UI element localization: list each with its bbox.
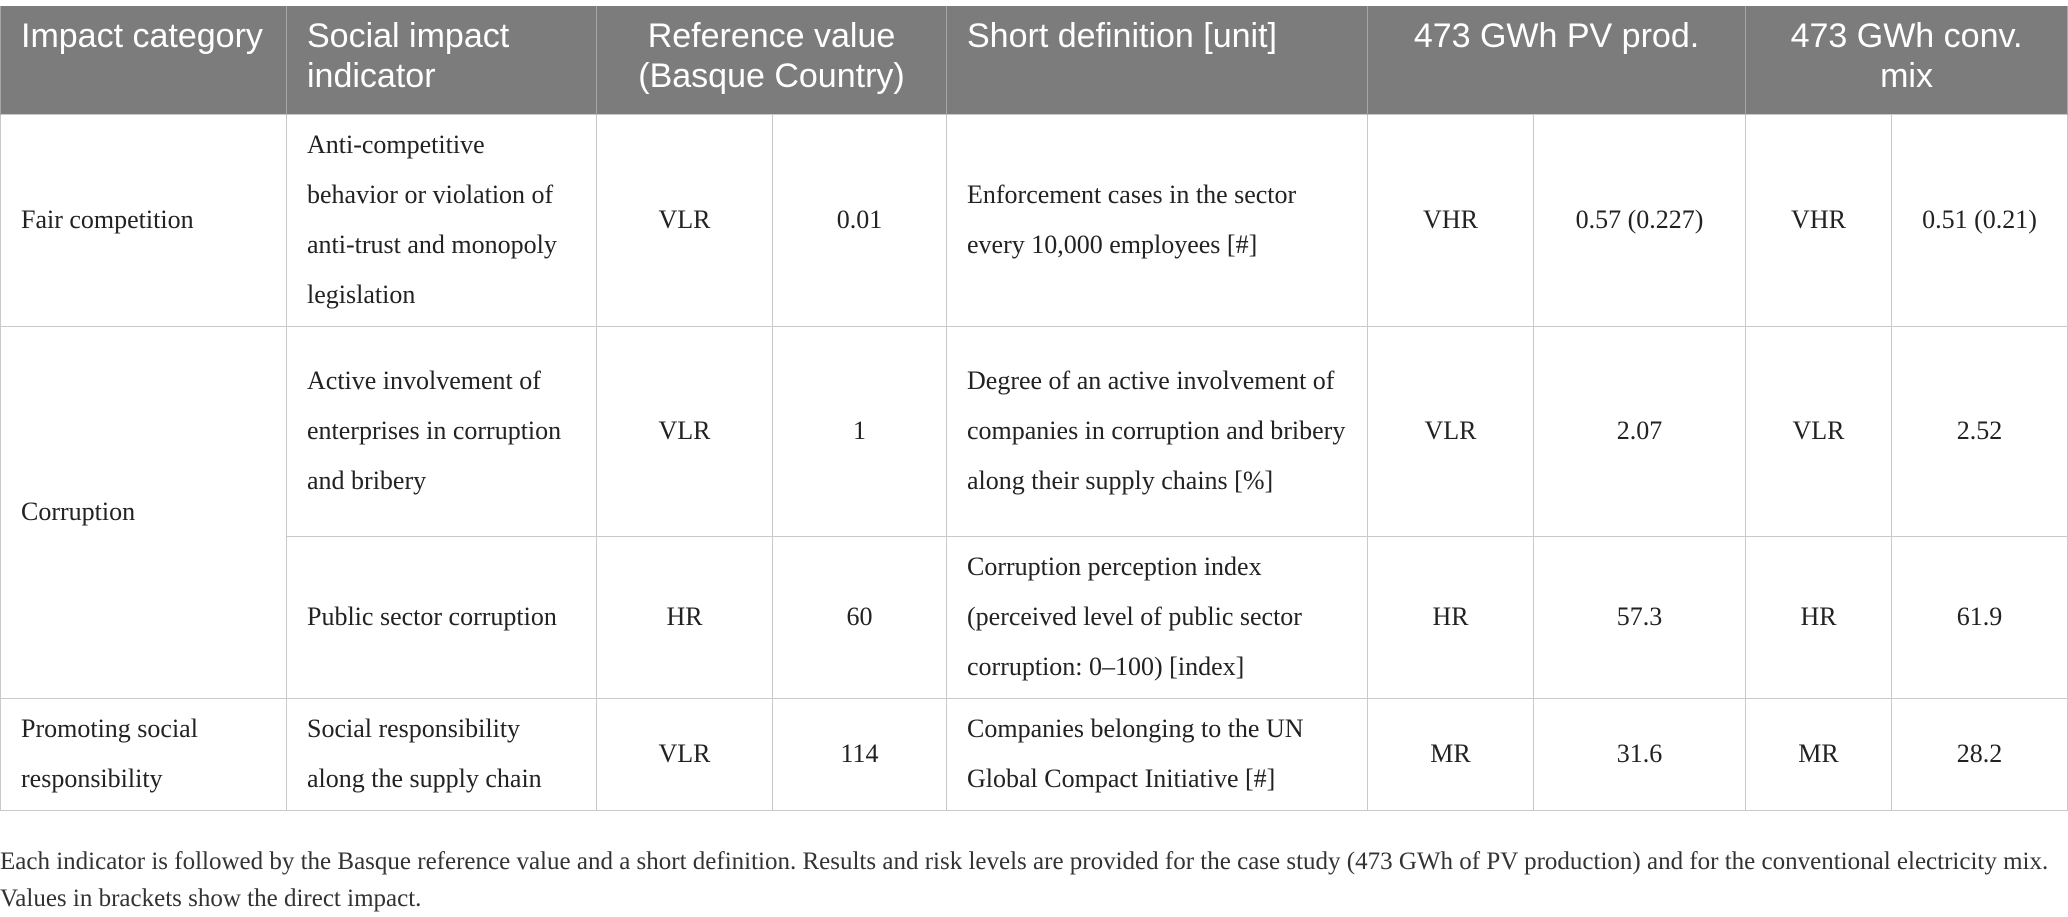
cell-reference-level: VLR <box>597 114 773 326</box>
table-footnote: Each indicator is followed by the Basque reference value and a short definition. Results and risk levels are provided for the case study (473 GWh of PV production) and for the conventional electricity mix. Values in brackets show the direct impact. <box>0 848 2049 912</box>
cell-indicator: Anti-competitive behavior or violation of anti-trust and monopoly legislation <box>287 114 597 326</box>
cell-definition: Degree of an active involvement of companies in corruption and bribery along their supply chains [%] <box>947 326 1368 536</box>
cell-pv-risk-level: VHR <box>1368 114 1534 326</box>
cell-conv-value: 61.9 <box>1892 536 2068 698</box>
table-row <box>1 536 2068 698</box>
cell-definition: Corruption perception index (perceived level of public sector corruption: 0–100) [index] <box>947 536 1368 698</box>
cell-conv-value: 28.2 <box>1892 698 2068 810</box>
header-conventional-mix: 473 GWh conv. mix <box>1746 6 2068 114</box>
cell-reference-value: 1 <box>773 326 947 536</box>
cell-reference-value: 0.01 <box>773 114 947 326</box>
cell-indicator: Active involvement of enterprises in corruption and bribery <box>287 326 597 536</box>
table-row <box>1 698 2068 810</box>
cell-reference-level: VLR <box>597 326 773 536</box>
social-impact-table-container <box>0 6 2068 811</box>
cell-definition: Companies belonging to the UN Global Compact Initiative [#] <box>947 698 1368 810</box>
cell-pv-value: 2.07 <box>1534 326 1746 536</box>
table-row <box>1 114 2068 326</box>
cell-conv-risk-level: MR <box>1746 698 1892 810</box>
header-short-definition: Short definition [unit] <box>947 6 1368 114</box>
cell-pv-value: 0.57 (0.227) <box>1534 114 1746 326</box>
cell-conv-value: 2.52 <box>1892 326 2068 536</box>
social-impact-table <box>0 6 2068 811</box>
cell-conv-risk-level: HR <box>1746 536 1892 698</box>
cell-reference-value: 114 <box>773 698 947 810</box>
cell-pv-risk-level: MR <box>1368 698 1534 810</box>
cell-conv-risk-level: VLR <box>1746 326 1892 536</box>
cell-pv-risk-level: HR <box>1368 536 1534 698</box>
cell-definition: Enforcement cases in the sector every 10,000 employees [#] <box>947 114 1368 326</box>
header-reference-value: Reference value (Basque Country) <box>597 6 947 114</box>
cell-reference-value: 60 <box>773 536 947 698</box>
cell-impact-category: Promoting social responsibility <box>1 698 287 810</box>
table-header-row <box>1 6 2068 114</box>
cell-reference-level: HR <box>597 536 773 698</box>
table-row <box>1 326 2068 536</box>
header-pv-production: 473 GWh PV prod. <box>1368 6 1746 114</box>
cell-pv-risk-level: VLR <box>1368 326 1534 536</box>
cell-indicator: Social responsibility along the supply chain <box>287 698 597 810</box>
header-social-impact-indicator: Social impact indicator <box>287 6 597 114</box>
cell-impact-category: Fair competition <box>1 114 287 326</box>
cell-conv-risk-level: VHR <box>1746 114 1892 326</box>
cell-pv-value: 31.6 <box>1534 698 1746 810</box>
header-impact-category: Impact category <box>1 6 287 114</box>
cell-indicator: Public sector corruption <box>287 536 597 698</box>
cell-conv-value: 0.51 (0.21) <box>1892 114 2068 326</box>
cell-reference-level: VLR <box>597 698 773 810</box>
cell-pv-value: 57.3 <box>1534 536 1746 698</box>
cell-impact-category: Corruption <box>1 326 287 698</box>
